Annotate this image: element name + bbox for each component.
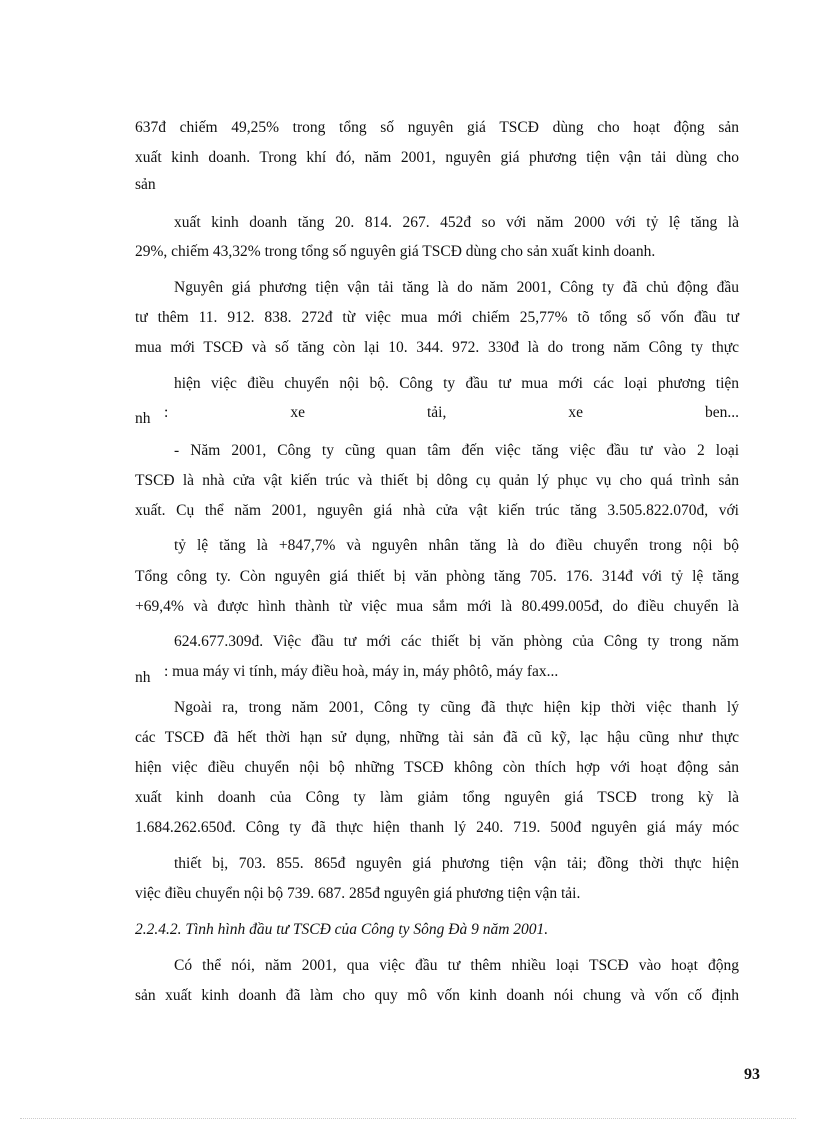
text-line: : mua máy vi tính, máy điều hoà, máy in, máy phôtô, máy fax... (164, 663, 559, 680)
text-line: hiện việc điều chuyển nội bộ. Công ty đầu tư mua mới các loại phương tiện (174, 375, 739, 392)
text-line: 29%, chiếm 43,32% trong tổng số nguyên giá TSCĐ dùng cho sản xuất kinh doanh. (135, 243, 656, 260)
text-line: xuất kinh doanh tăng 20. 814. 267. 452đ so với năm 2000 với tỷ lệ tăng là (174, 214, 739, 231)
text-line: hiện việc điều chuyển nội bộ những TSCĐ không còn thích hợp với hoạt động sản (135, 759, 739, 776)
text-line: 1.684.262.650đ. Công ty đã thực hiện thanh lý 240. 719. 500đ nguyên giá máy móc (135, 819, 739, 836)
text-line: 637đ chiếm 49,25% trong tổng số nguyên giá TSCĐ dùng cho hoạt động sản (135, 119, 739, 136)
text-line: Nguyên giá phương tiện vận tải tăng là do năm 2001, Công ty đã chủ động đầu (174, 279, 739, 296)
text-line: xuất kinh doanh. Trong khí đó, năm 2001, nguyên giá phương tiện vận tải dùng cho (135, 149, 739, 166)
text-line: việc điều chuyển nội bộ 739. 687. 285đ nguyên giá phương tiện vận tải. (135, 885, 581, 902)
text-line: 624.677.309đ. Việc đầu tư mới các thiết bị văn phòng của Công ty trong năm (174, 633, 739, 650)
text-line: Tổng công ty. Còn nguyên giá thiết bị văn phòng tăng 705. 176. 314đ với tỷ lệ tăng (135, 568, 739, 585)
text-line: sản xuất kinh doanh đã làm cho quy mô vốn kinh doanh nói chung và vốn cố định (135, 987, 739, 1004)
page-number: 93 (744, 1066, 760, 1083)
text-line: tư thêm 11. 912. 838. 272đ từ việc mua mới chiếm 25,77% tõ tổng số vốn đầu tư (135, 309, 739, 326)
text-line: sản (135, 176, 156, 193)
text-line: nh (135, 669, 151, 686)
text-line: - Năm 2001, Công ty cũng quan tâm đến việc tăng việc đầu tư vào 2 loại (174, 442, 739, 459)
text-line: : xe tải, xe ben... (164, 404, 739, 421)
footer-rule (20, 1118, 796, 1119)
text-line: +69,4% và được hình thành từ việc mua sắm mới là 80.499.005đ, do điều chuyển là (135, 598, 739, 615)
text-line: tỷ lệ tăng là +847,7% và nguyên nhân tăng là do điều chuyển trong nội bộ (174, 537, 739, 554)
section-heading: 2.2.4.2. Tình hình đầu tư TSCĐ của Công ty Sông Đà 9 năm 2001. (135, 921, 549, 938)
text-line: Ngoài ra, trong năm 2001, Công ty cũng đã thực hiện kịp thời việc thanh lý (174, 699, 739, 716)
text-line: xuất kinh doanh của Công ty làm giảm tổng nguyên giá TSCĐ trong kỳ là (135, 789, 739, 806)
text-line: các TSCĐ đã hết thời hạn sử dụng, những tài sản đã cũ kỹ, lạc hậu cũng như thực (135, 729, 739, 746)
text-line: thiết bị, 703. 855. 865đ nguyên giá phương tiện vận tải; đồng thời thực hiện (174, 855, 739, 872)
text-line: Có thể nói, năm 2001, qua việc đầu tư thêm nhiều loại TSCĐ vào hoạt động (174, 957, 739, 974)
text-line: nh (135, 410, 151, 427)
text-line: mua mới TSCĐ và số tăng còn lại 10. 344. 972. 330đ là do trong năm Công ty thực (135, 339, 739, 356)
text-line: TSCĐ là nhà cửa vật kiến trúc và thiết bị dông cụ quản lý phục vụ cho quá trình sản (135, 472, 739, 489)
text-line: xuất. Cụ thể năm 2001, nguyên giá nhà cửa vật kiến trúc tăng 3.505.822.070đ, với (135, 502, 739, 519)
